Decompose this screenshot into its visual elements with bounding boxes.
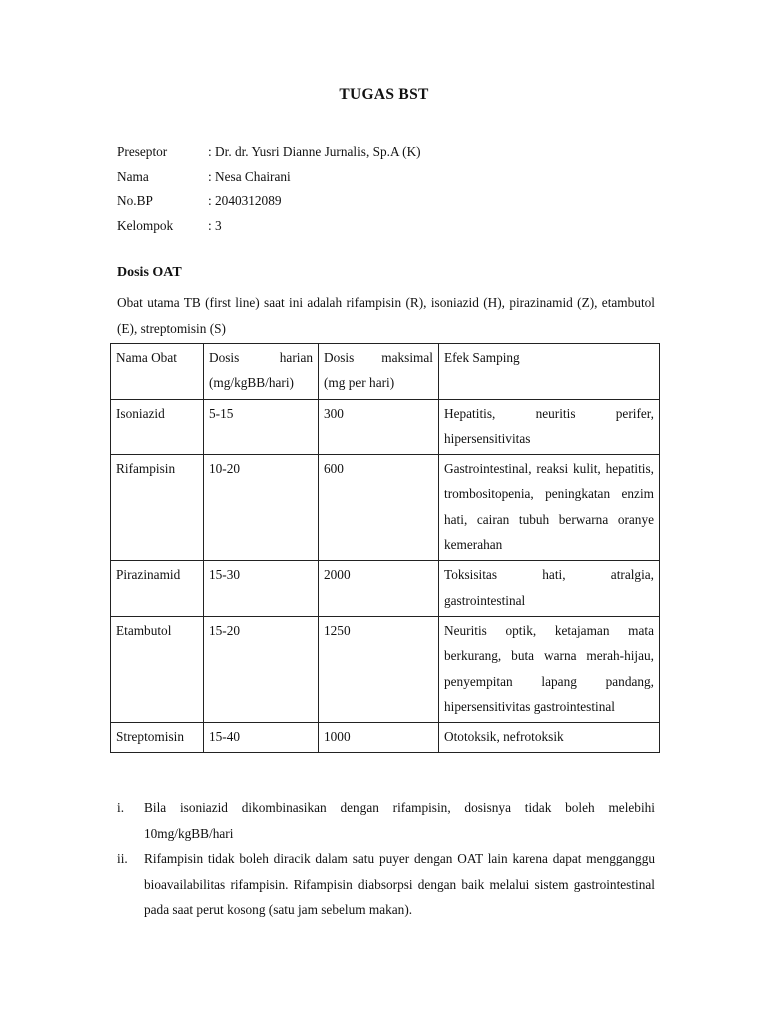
info-label: Preseptor <box>117 144 168 159</box>
cell-drug-name: Pirazinamid <box>111 561 204 617</box>
cell-max-dose: 1000 <box>319 723 439 753</box>
cell-daily-dose: 15-40 <box>204 723 319 753</box>
info-row-nama <box>117 165 421 190</box>
cell-side-effects: Neuritis optik, ketajaman mata berkurang, buta warna merah-hijau, penyempitan lapang pandang, hipersensitivitas gastrointestinal <box>439 616 660 722</box>
header-dosis-harian: Dosis harian (mg/kgBB/hari) <box>204 344 319 400</box>
info-row-nobp <box>117 189 421 214</box>
info-label: Nama <box>117 168 149 184</box>
table-row <box>111 399 660 455</box>
table-row <box>111 616 660 722</box>
header-efek-samping: Efek Samping <box>439 344 660 400</box>
info-block <box>117 140 421 239</box>
note-item <box>117 846 655 923</box>
info-label: No.BP <box>117 193 153 209</box>
info-value: : 3 <box>208 218 222 234</box>
cell-max-dose: 2000 <box>319 561 439 617</box>
header-dosis-maksimal: Dosis maksimal (mg per hari) <box>319 344 439 400</box>
cell-daily-dose: 15-20 <box>204 616 319 722</box>
document-title: TUGAS BST <box>339 86 429 103</box>
info-label: Kelompok <box>117 218 174 234</box>
cell-side-effects: Hepatitis, neuritis perifer, hipersensitivitas <box>439 399 660 455</box>
info-row-kelompok <box>117 214 421 239</box>
note-marker: ii. <box>117 851 128 866</box>
cell-daily-dose: 10-20 <box>204 455 319 561</box>
note-marker: i. <box>117 800 125 815</box>
info-value: : Dr. dr. Yusri Dianne Jurnalis, Sp.A (K) <box>208 144 421 159</box>
info-value: : 2040312089 <box>208 193 282 209</box>
cell-side-effects: Ototoksik, nefrotoksik <box>439 723 660 753</box>
cell-max-dose: 300 <box>319 399 439 455</box>
note-item <box>117 795 655 846</box>
intro-paragraph: Obat utama TB (first line) saat ini adalah rifampisin (R), isoniazid (H), pirazinamid (Z), etambutol (E), streptomisin (S) <box>117 295 655 336</box>
cell-drug-name: Isoniazid <box>111 399 204 455</box>
cell-drug-name: Etambutol <box>111 616 204 722</box>
cell-drug-name: Rifampisin <box>111 455 204 561</box>
note-text: Rifampisin tidak boleh diracik dalam satu puyer dengan OAT lain karena dapat mengganggu bioavailabilitas rifampisin. Rifampisin diabsorpsi dengan baik melalui sistem gastrointestinal pada saat perut kosong (satu jam sebelum makan). <box>144 851 655 917</box>
info-row-preseptor <box>117 140 421 165</box>
cell-daily-dose: 5-15 <box>204 399 319 455</box>
header-nama-obat: Nama Obat <box>111 344 204 400</box>
dosage-table <box>110 343 660 753</box>
cell-drug-name: Streptomisin <box>111 723 204 753</box>
notes-list <box>117 795 655 923</box>
table-row <box>111 723 660 753</box>
table-row <box>111 561 660 617</box>
info-value: : Nesa Chairani <box>208 168 291 184</box>
cell-daily-dose: 15-30 <box>204 561 319 617</box>
cell-max-dose: 600 <box>319 455 439 561</box>
cell-side-effects: Toksisitas hati, atralgia, gastrointestinal <box>439 561 660 617</box>
note-text: Bila isoniazid dikombinasikan dengan rifampisin, dosisnya tidak boleh melebihi 10mg/kgBB/hari <box>144 800 655 841</box>
cell-max-dose: 1250 <box>319 616 439 722</box>
section-heading: Dosis OAT <box>117 265 182 280</box>
cell-side-effects: Gastrointestinal, reaksi kulit, hepatitis, trombositopenia, peningkatan enzim hati, cairan tubuh berwarna oranye kemerahan <box>439 455 660 561</box>
table-row <box>111 455 660 561</box>
table-header-row <box>111 344 660 400</box>
